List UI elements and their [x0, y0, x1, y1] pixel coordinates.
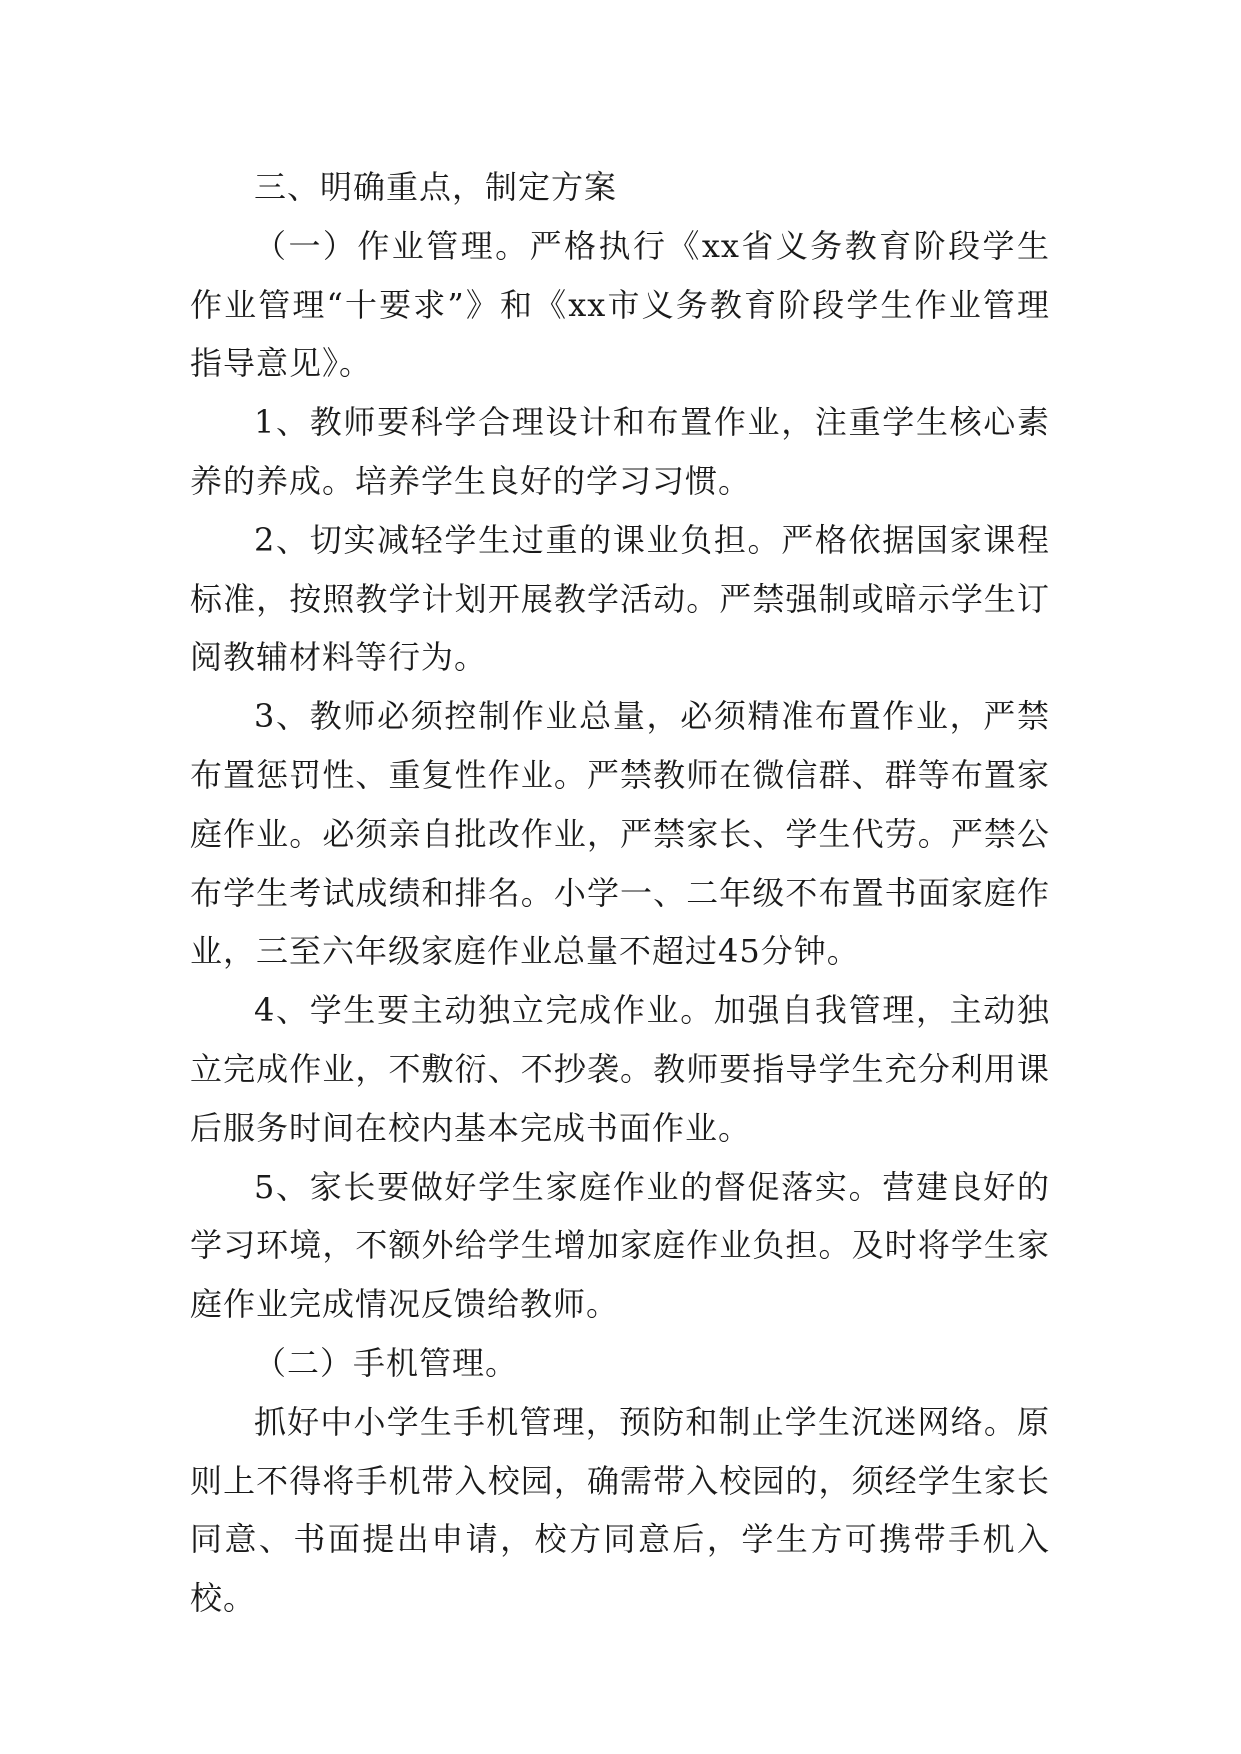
subsection-homework: （一）作业管理。严格执行《xx省义务教育阶段学生作业管理“十要求”》和《xx市义务教育阶段学生作业管理指导意见》。	[190, 226, 1050, 383]
homework-item-2: 2、切实减轻学生过重的课业负担。严格依据国家课程标准，按照教学计划开展教学活动。严禁强制或暗示学生订阅教辅材料等行为。	[190, 520, 1050, 677]
subsection-phone: （二）手机管理。	[254, 1343, 519, 1382]
homework-item-3: 3、教师必须控制作业总量，必须精准布置作业，严禁布置惩罚性、重复性作业。严禁教师在微信群、群等布置家庭作业。必须亲自批改作业，严禁家长、学生代劳。严禁公布学生考试成绩和排名。小学一、二年级不布置书面家庭作业，三至六年级家庭作业总量不超过45分钟。	[190, 697, 1050, 971]
document-body	[190, 158, 1050, 1628]
section-heading: 三、明确重点，制定方案	[254, 168, 618, 206]
phone-paragraph: 抓好中小学生手机管理，预防和制止学生沉迷网络。原则上不得将手机带入校园，确需带入校园的，须经学生家长同意、书面提出申请，校方同意后，学生方可携带手机入校。	[190, 1402, 1050, 1618]
homework-item-1: 1、教师要科学合理设计和布置作业，注重学生核心素养的养成。培养学生良好的学习习惯。	[190, 403, 1050, 500]
homework-item-5: 5、家长要做好学生家庭作业的督促落实。营建良好的学习环境，不额外给学生增加家庭作业负担。及时将学生家庭作业完成情况反馈给教师。	[190, 1167, 1050, 1324]
homework-item-4: 4、学生要主动独立完成作业。加强自我管理，主动独立完成作业，不敷衍、不抄袭。教师要指导学生充分利用课后服务时间在校内基本完成书面作业。	[190, 991, 1050, 1147]
